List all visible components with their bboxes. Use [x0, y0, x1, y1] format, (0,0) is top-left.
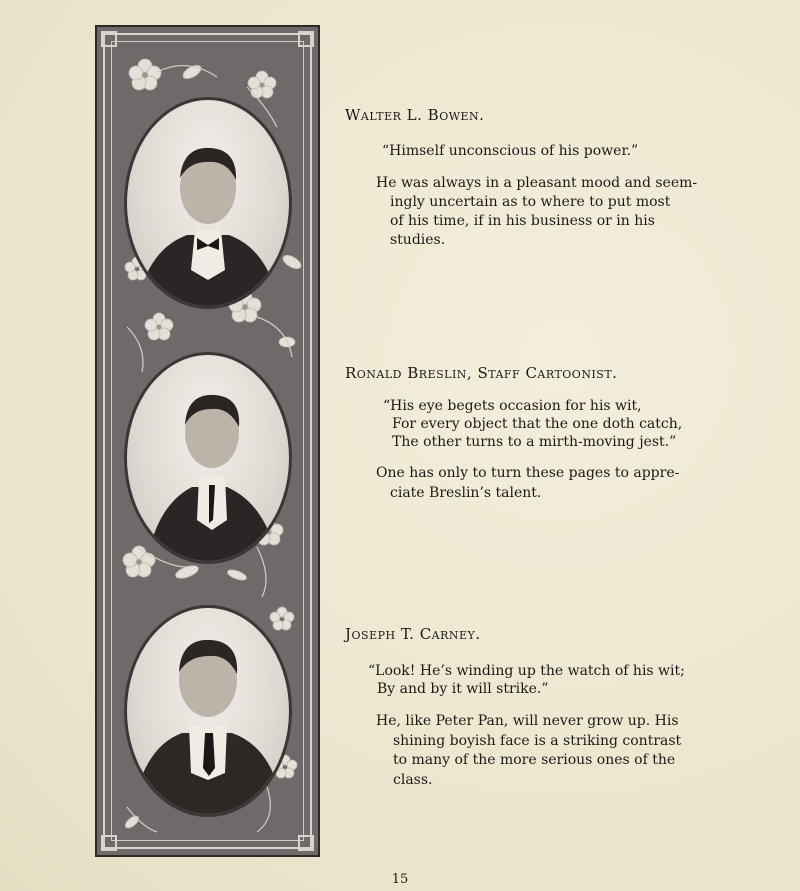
description-line: He, like Peter Pan, will never grow up. His: [376, 713, 679, 729]
quote-line: By and by it will strike.”: [377, 681, 549, 697]
portrait-figure: [127, 355, 289, 561]
description-line: ingly uncertain as to where to put most: [390, 194, 671, 210]
quote-line: “Look! He’s winding up the watch of his wit;: [368, 663, 685, 679]
portrait-figure: [127, 100, 289, 306]
quote-line: The other turns to a mirth-moving jest.”: [392, 434, 677, 450]
student-name: Walter L. Bowen.: [345, 106, 485, 124]
portrait-photo: [124, 97, 292, 309]
description-line: class.: [393, 772, 433, 788]
student-name: Joseph T. Carney.: [345, 625, 481, 643]
description-line: studies.: [390, 232, 446, 248]
quote-line: For every object that the one doth catch,: [392, 416, 683, 432]
description-line: One has only to turn these pages to appre-: [376, 465, 680, 481]
description-line: to many of the more serious ones of the: [393, 752, 676, 768]
portrait-photo: [124, 352, 292, 564]
page-number: 15: [391, 872, 409, 887]
portrait-figure: [127, 608, 289, 814]
description-line: shining boyish face is a striking contrast: [393, 733, 682, 749]
student-name: Ronald Breslin, Staff Cartoonist.: [345, 364, 618, 382]
description-line: ciate Breslin’s talent.: [390, 485, 542, 501]
portrait-photo: [124, 605, 292, 817]
quote-line: “His eye begets occasion for his wit,: [383, 398, 642, 414]
description-line: He was always in a pleasant mood and seem-: [376, 175, 698, 191]
description-line: of his time, if in his business or in his: [390, 213, 655, 229]
portrait-panel: [95, 25, 320, 857]
quote-line: “Himself unconscious of his power.”: [382, 143, 639, 159]
